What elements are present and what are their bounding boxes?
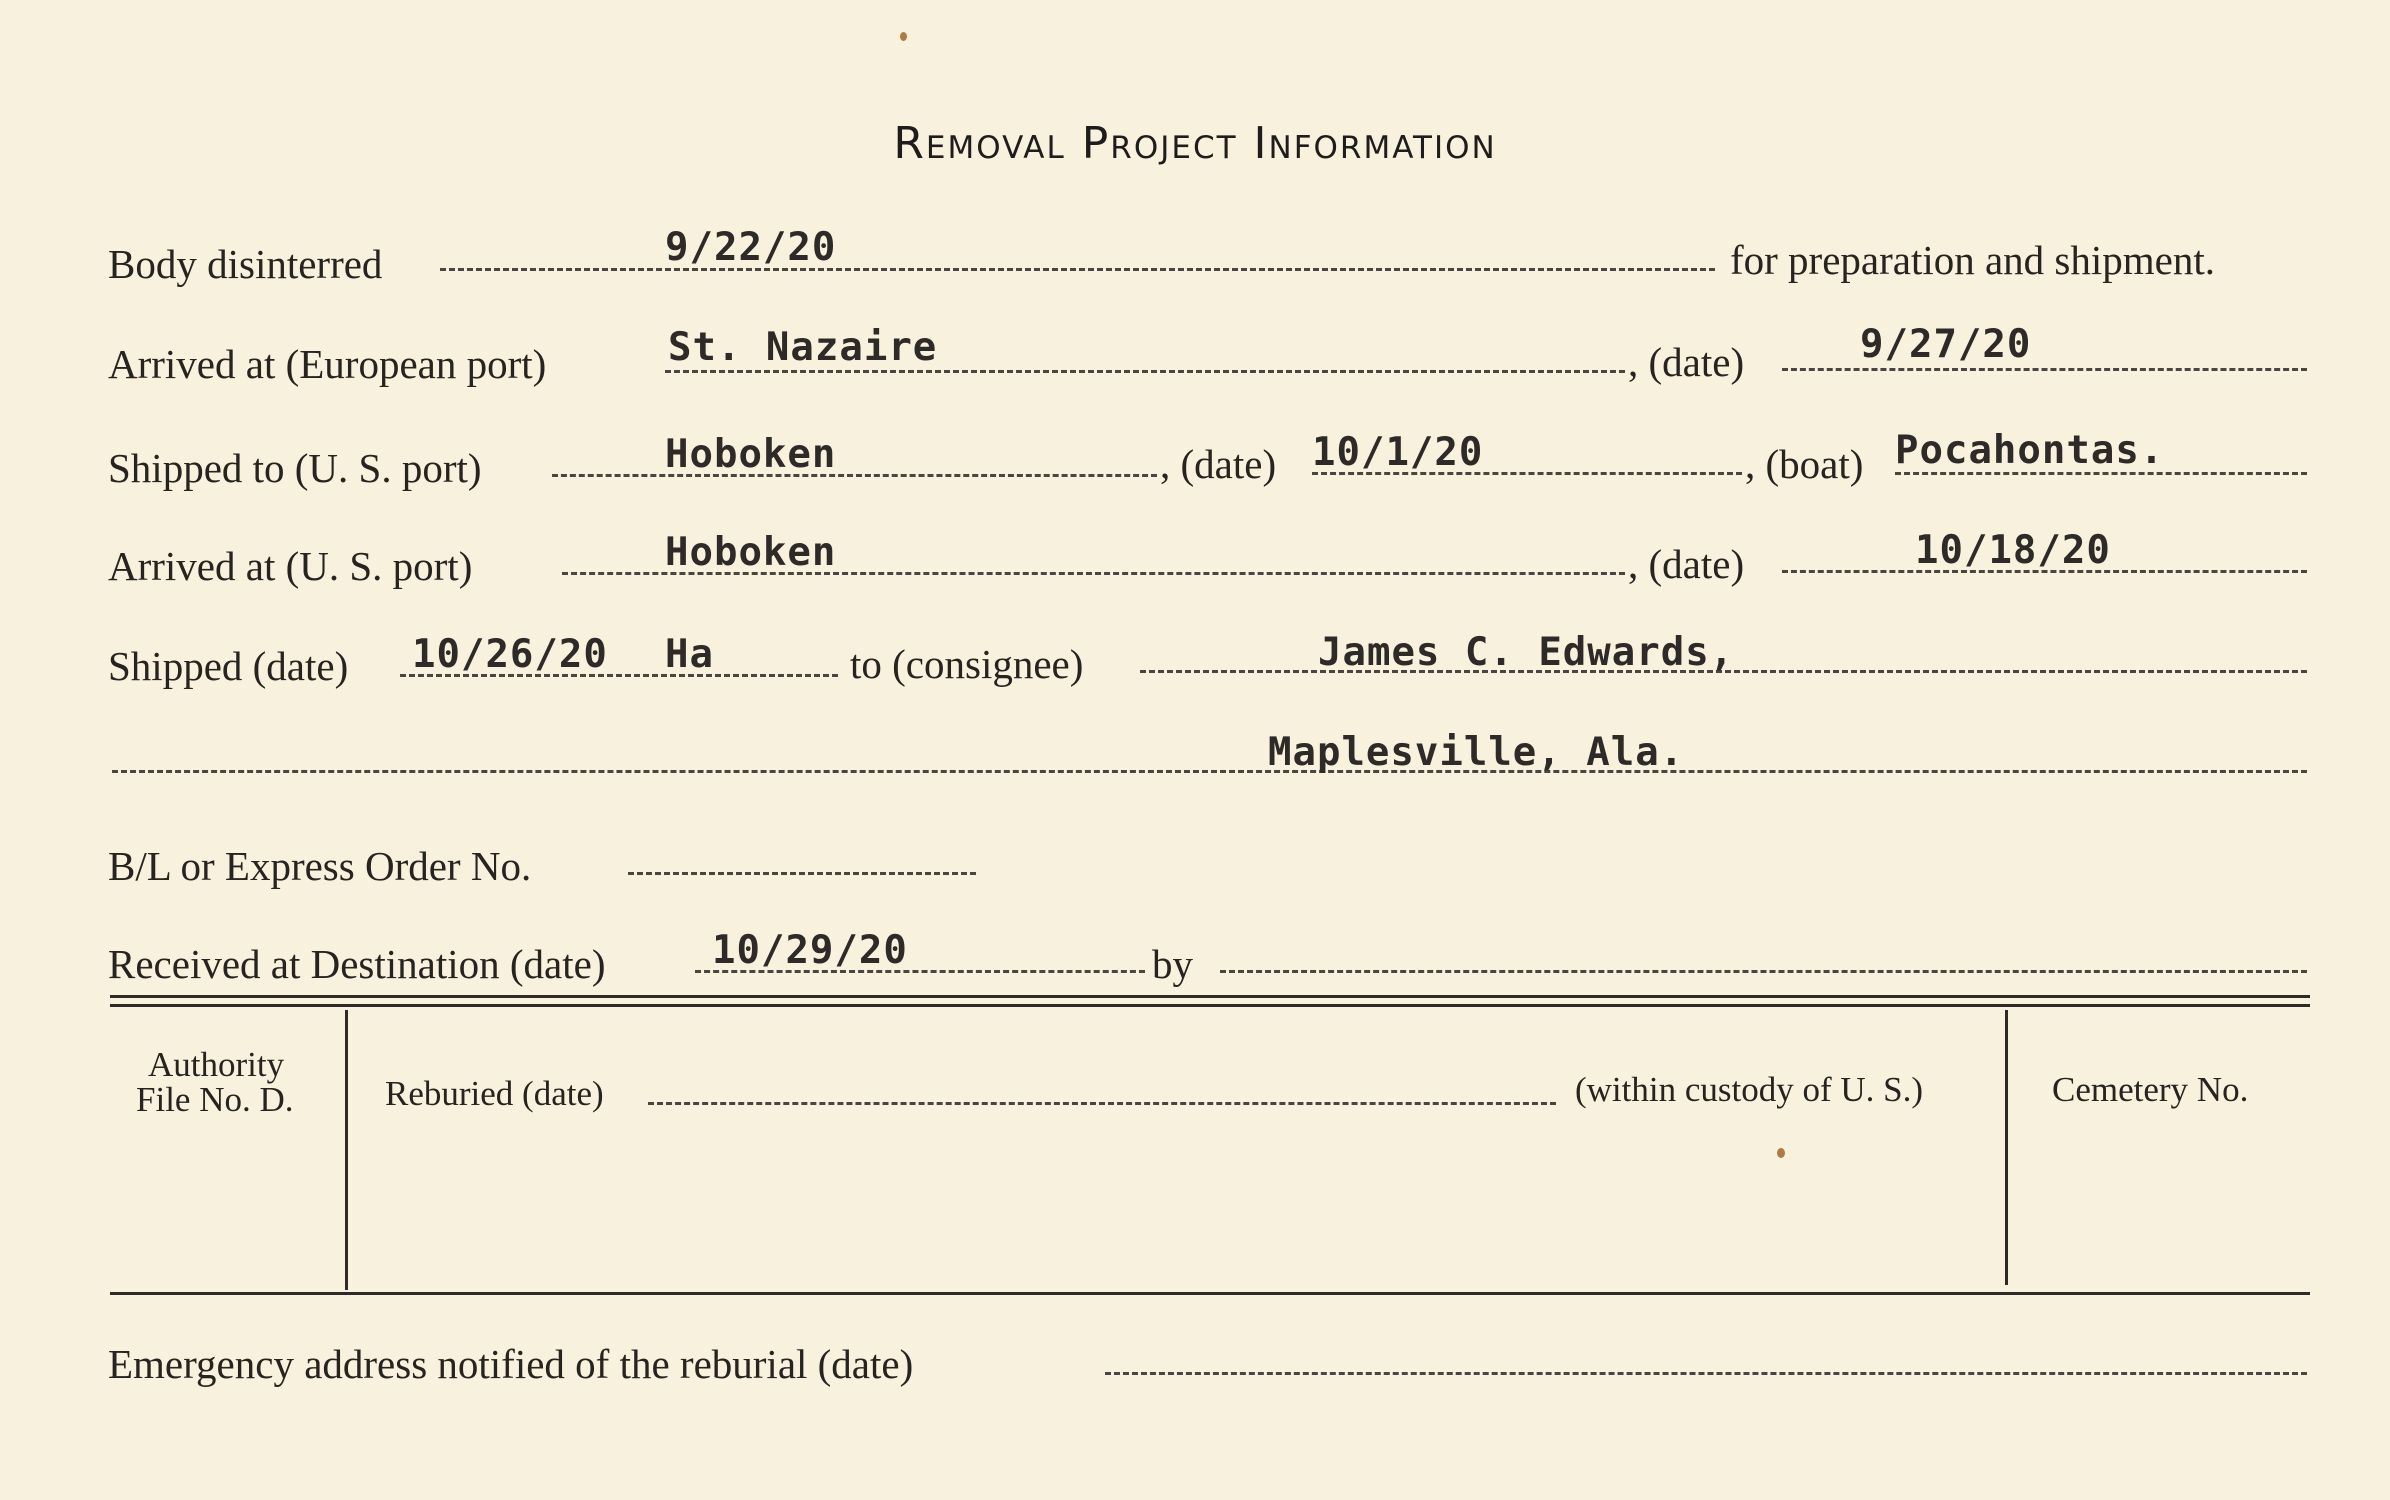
disinterred-suffix: for preparation and shipment. [1730, 237, 2216, 283]
shipped-to-date-value: 10/1/20 [1312, 430, 1484, 475]
reburied-label: Reburied (date) [385, 1074, 604, 1113]
shipped-to-label: Shipped to (U. S. port) [108, 445, 482, 491]
received-by-line [1220, 970, 2307, 973]
paper-speck [900, 32, 907, 41]
arrived-europe-date-label: , (date) [1628, 339, 1745, 385]
emergency-line [1105, 1372, 2307, 1375]
disinterred-line [440, 268, 1715, 271]
consignee-address: Maplesville, Ala. [1268, 730, 1685, 775]
table-bottom-rule [110, 1292, 2310, 1295]
arrived-europe-date-value: 9/27/20 [1860, 322, 2032, 367]
arrived-us-value: Hoboken [665, 530, 837, 575]
reburied-line [648, 1102, 1556, 1105]
table-top-rule-2 [110, 1004, 2310, 1007]
arrived-europe-line [665, 370, 1625, 373]
authority-label-2: File No. D. [136, 1080, 294, 1119]
disinterred-label: Body disinterred [108, 241, 383, 287]
shipped-to-boat-value: Pocahontas. [1895, 428, 2165, 473]
arrived-europe-value: St. Nazaire [668, 325, 938, 370]
paper-speck [1777, 1148, 1785, 1158]
consignee-label: to (consignee) [850, 641, 1084, 687]
consignee-name: James C. Edwards, [1318, 630, 1735, 675]
received-by-label: by [1152, 941, 1193, 987]
custody-label: (within custody of U. S.) [1575, 1070, 1924, 1109]
table-top-rule-1 [110, 995, 2310, 998]
bl-line [628, 872, 976, 875]
bl-label: B/L or Express Order No. [108, 843, 532, 889]
shipped-to-boat-label: , (boat) [1745, 441, 1864, 487]
emergency-label: Emergency address notified of the reburial (date) [108, 1341, 914, 1387]
authority-label-1: Authority [148, 1045, 285, 1084]
cemetery-label: Cemetery No. [2052, 1070, 2249, 1109]
table-divider-right [2005, 1010, 2008, 1285]
shipped-date-value: 10/26/20 [412, 632, 608, 677]
shipped-to-value: Hoboken [665, 432, 837, 477]
received-label: Received at Destination (date) [108, 941, 606, 987]
received-value: 10/29/20 [712, 928, 908, 973]
page-title: Removal Project Information [893, 118, 1497, 169]
consignee-address-line [112, 770, 2307, 773]
arrived-us-date-label: , (date) [1628, 541, 1745, 587]
arrived-us-label: Arrived at (U. S. port) [108, 543, 473, 589]
arrived-europe-date-line [1782, 368, 2307, 371]
shipped-to-date-label: , (date) [1160, 441, 1277, 487]
table-divider-left [345, 1010, 348, 1290]
shipped-date-label: Shipped (date) [108, 643, 349, 689]
arrived-europe-label: Arrived at (European port) [108, 341, 547, 387]
shipped-date-extra: Ha [665, 632, 714, 677]
shipped-to-line [552, 474, 1157, 477]
disinterred-value: 9/22/20 [665, 225, 837, 270]
arrived-us-date-value: 10/18/20 [1915, 528, 2111, 573]
